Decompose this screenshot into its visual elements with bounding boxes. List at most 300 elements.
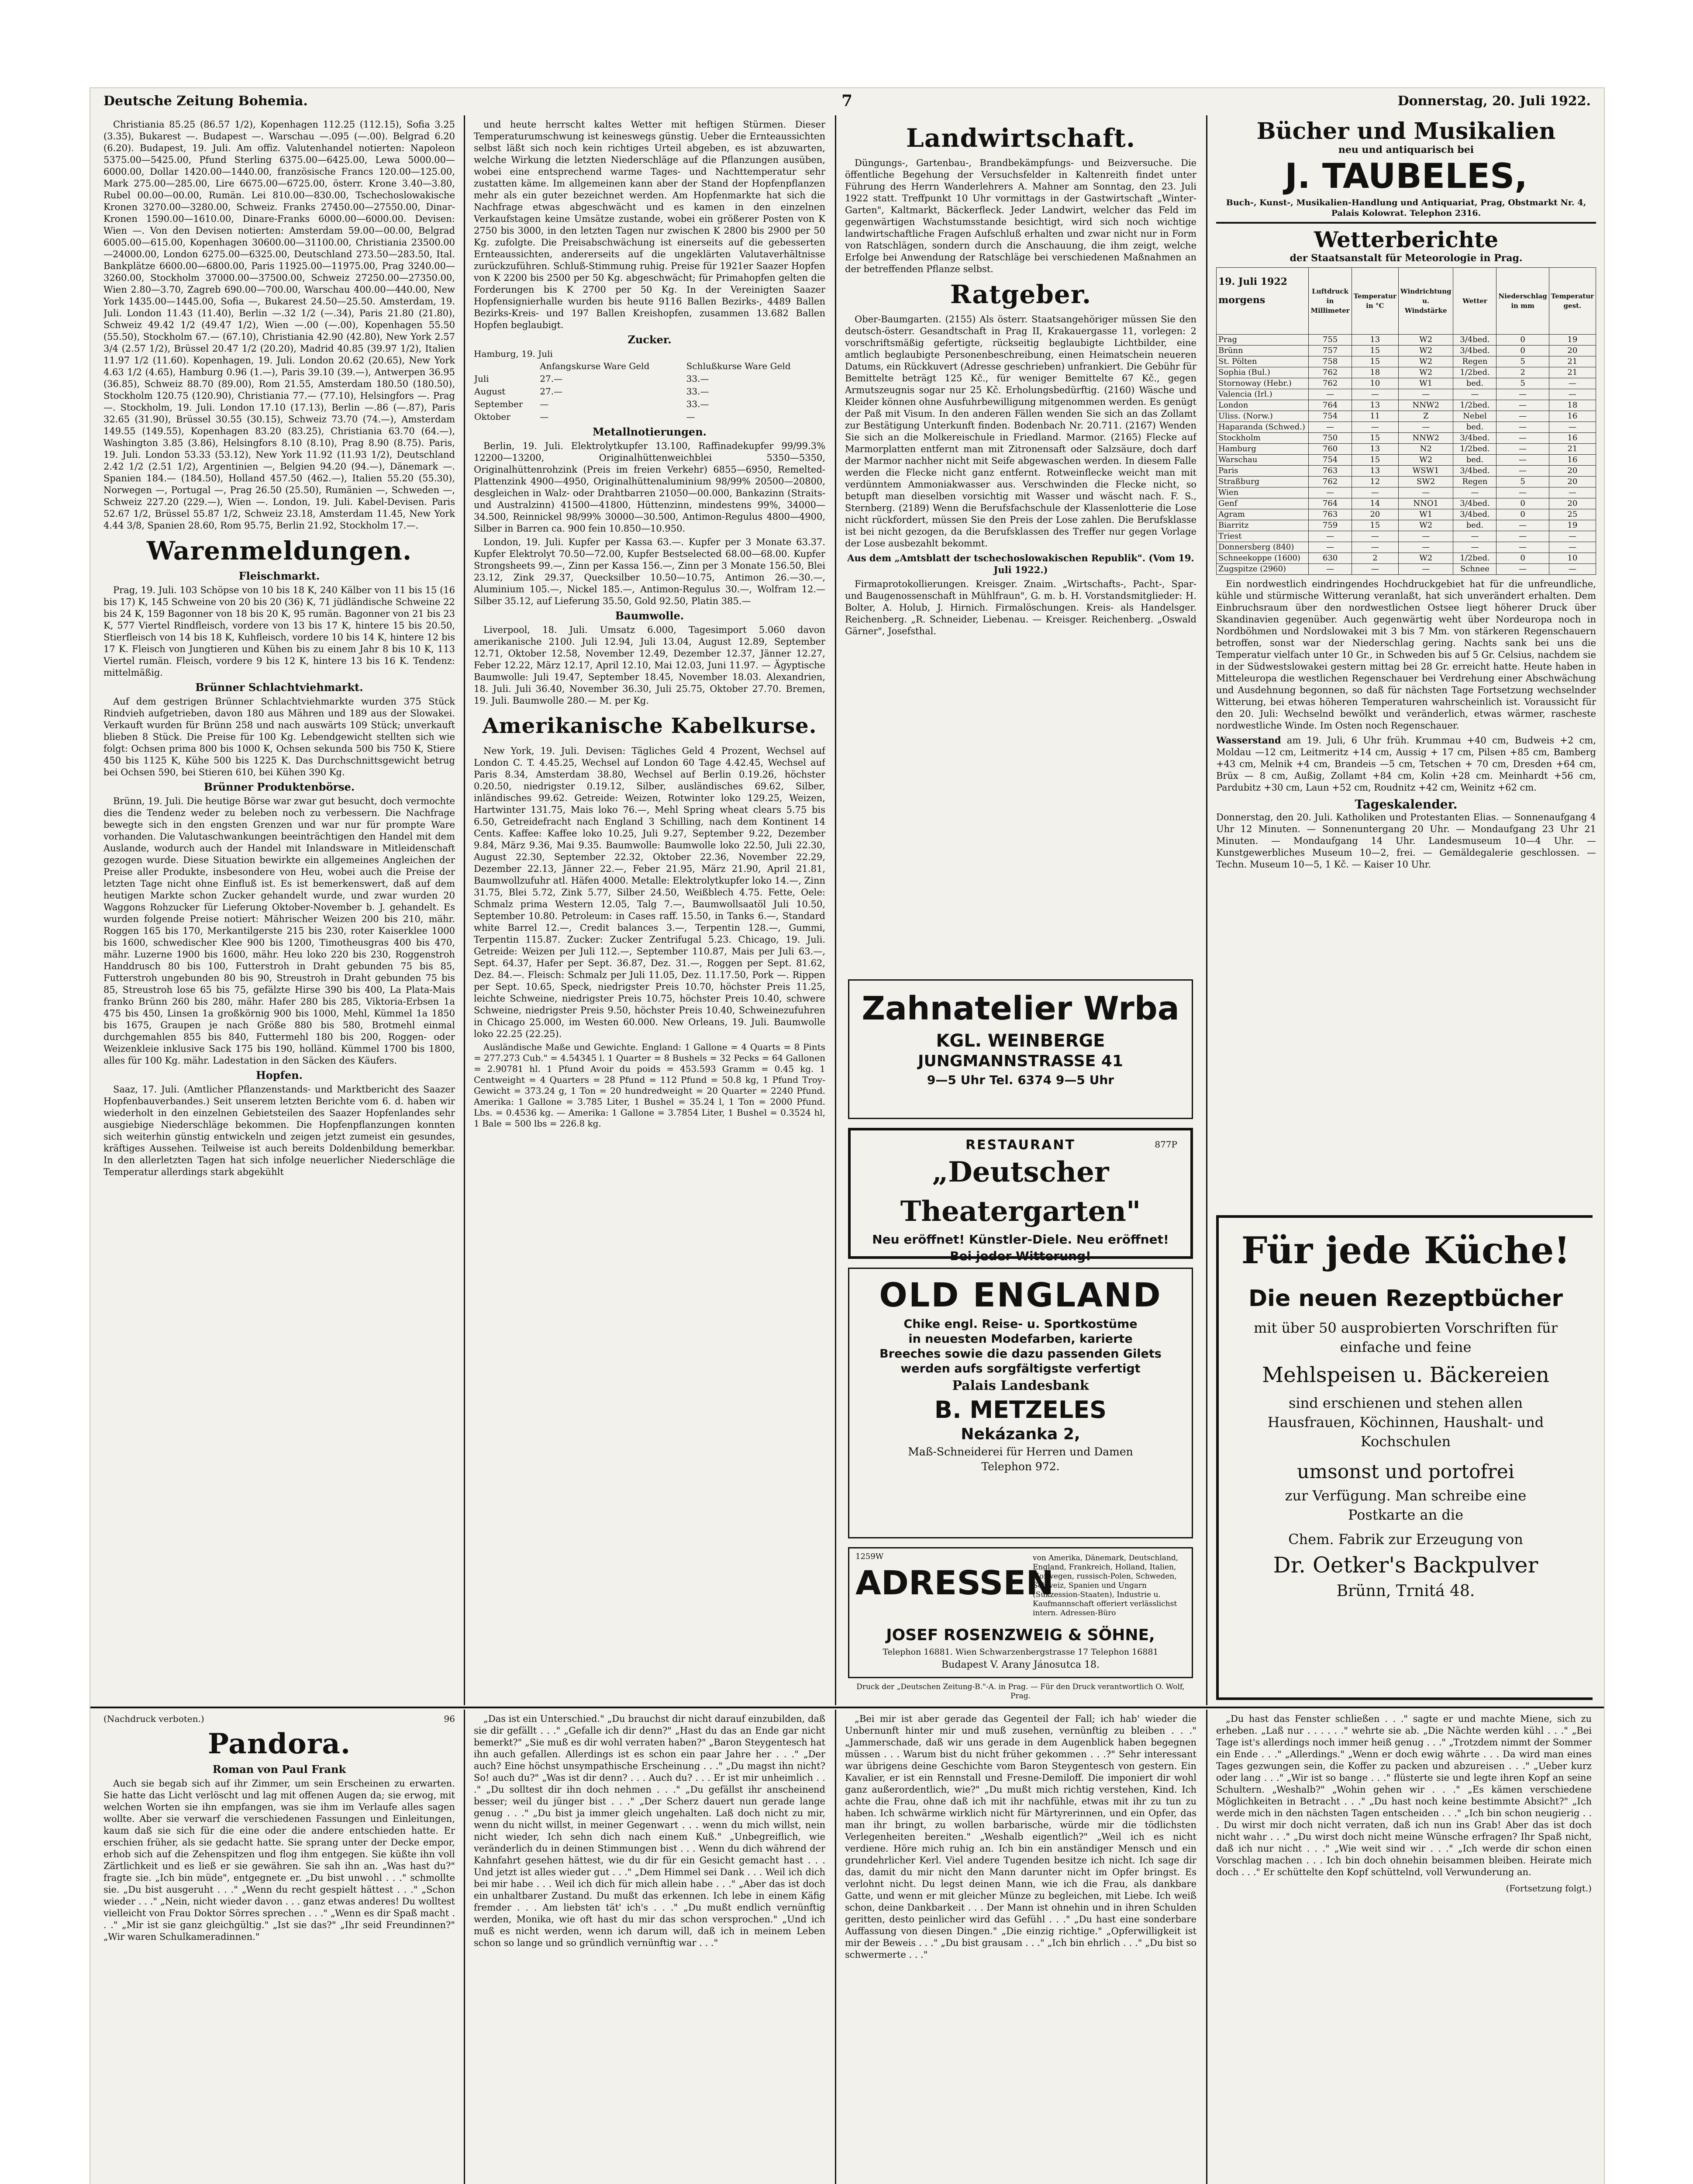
weather-cell: bed. bbox=[1453, 520, 1496, 531]
weather-station: Warschau bbox=[1217, 455, 1309, 466]
serial-col-2 bbox=[474, 1713, 825, 2184]
weather-cell: 757 bbox=[1309, 346, 1352, 356]
table-row bbox=[1217, 367, 1596, 378]
table-row bbox=[1217, 509, 1596, 520]
serial-rule-3 bbox=[1206, 1710, 1207, 2184]
weather-cell: — bbox=[1309, 389, 1352, 400]
weather-rows bbox=[1217, 335, 1596, 575]
weather-cell: 754 bbox=[1309, 455, 1352, 466]
zucker-cell: — bbox=[686, 411, 695, 422]
weather-cell: — bbox=[1549, 542, 1596, 553]
adressen-word: ADRESSEN bbox=[855, 1563, 1054, 1602]
weather-report: Ein nordwestlich eindringendes Hochdruckgebiet hat für die unfreundliche, kühle und stürmische Witterung veranlaßt, hat sich unverändert erhalten. Dem Einbruchsraum über den nordwestlichen Ostsee liegt höherer Druck über Skandinavien gegenüber. Auch gegenwärtig weht über Nordeuropa noch in Nordböhmen und Nordslowakei mit 3 bis 7 Mm. von stärkeren Regenschauern betroffen, sonst war der Niederschlag gering. Nachts sank bei uns die Temperatur vielfach unter 10 Gr., in Schweden bis auf 5 Gr. Celsius, nachdem sie in der Südwestslowakei gestern mittag bei 28 Gr. erreicht hatte. Heute haben in Mitteleuropa die westlichen Regenschauer bei Verdrehung einer Abschwächung und Ausdehnung begonnen, so daß für nächsten Tage Fortsetzung wechselnder Witterung, bei etwas höheren Temperaturen wahrscheinlich ist. Voraussicht für den 20. Juli: Wechselnd bewölkt und veränderlich, etwas wärmer, rascheste nordwestliche Winde. Im Osten noch Regenschauer. bbox=[1216, 579, 1596, 731]
amtsblatt-text: Firmaprotokollierungen. Kreisger. Znaim. „Wirtschafts-, Pacht-, Spar- und Baugenossenschaft in Mühlfraun", G. m. b. H. Vorstandsmitglieder: H. Bolter, A. Holub, J. Hirnich. Firmalöschungen. Kreis- als Handelsger. Reichenberg. „R. Schneider, Liebenau. — Kreisger. Reichenberg. „Oswald Gärner", Josefsthal. bbox=[845, 579, 1196, 636]
weather-cell: 764 bbox=[1309, 400, 1352, 411]
serial-text-2: „Das ist ein Unterschied." „Du brauchst dir nicht darauf einzubilden, daß sie dir gefällt . . ." „Gefalle ich dir denn?" „Hast du das an Ende gar nicht bemerkt?" „Sie muß es dir wohl verraten haben?" „Baron Steygentesch hat ihn auch gefallen. Allerdings ist es schon ein paar Jahre her . . ." „Der auch? Eine höchst unsympathische Erscheinung . . ." „Du magst ihn nicht? So! auch du?" „Was ist dir denn? . . . Auch du? . . . Er ist mir unheimlich . . ." „Du solltest dir ihn doch nehmen . . ." „Du gefällst ihr anscheinend besser; weil du jünger bist . . ." „Der Scherz dauert nun gerade lange genug . . ." „Du bist ja immer gleich ungehalten. Laß doch nicht zu mir, wenn du nicht willst, in meiner Gegenwart . . . wenn du mich willst, nein nicht wieder, Ich sehn dich nach einem Kuß." „Unbegreiflich, wie veränderlich du in deinen Stimmungen bist . . . Wenn du dich während der Kahnfahrt gesehen hättest, wie du dir für ein Gesicht gemacht hast . . . Und jetzt ist alles wieder gut . . ." „Dem Himmel sei Dank . . . Weil ich dich bei mir habe . . . Weil ich dich für mich allein habe . . ." „Aber das ist doch ein unhaltbarer Zustand. Du mußt das erkennen. Ich lebe in einem Käfig fremder . . . Am liebsten tät' ich's . . ." „Du mußt endlich vernünftig werden, Monika, wie oft hast du mir das schon versprochen." „Und ich muß es nicht werden, wenn ich darum will, daß ich in meinem Leben schon so lange und so gründlich vernünftig war . . ." bbox=[474, 1714, 825, 1948]
weather-cell: W2 bbox=[1398, 520, 1453, 531]
weather-head: Temperatur gest. bbox=[1549, 268, 1596, 335]
weather-cell: — bbox=[1352, 389, 1398, 400]
weather-cell: — bbox=[1496, 411, 1549, 422]
serial-author: Roman von Paul Frank bbox=[212, 1763, 346, 1776]
weather-cell: 13 bbox=[1352, 400, 1398, 411]
newspaper-page bbox=[90, 87, 1605, 2184]
weather-cell: 15 bbox=[1352, 346, 1398, 356]
weather-cell: — bbox=[1496, 531, 1549, 542]
subhead-fleischmarkt: Fleischmarkt. bbox=[238, 570, 320, 582]
serial-col-1 bbox=[103, 1713, 455, 2184]
weather-cell: 2 bbox=[1496, 367, 1549, 378]
old-england-shop: Maß-Schneiderei für Herren und Damen bbox=[908, 1445, 1133, 1458]
table-row bbox=[1217, 335, 1596, 346]
wetter-sub: der Staatsanstalt für Meteorologie in Prag. bbox=[1290, 252, 1523, 264]
subhead-schlachtvieh: Brünner Schlachtviehmarkt. bbox=[195, 681, 363, 694]
weather-cell: 3/4bed. bbox=[1453, 466, 1496, 477]
serial-rule-2 bbox=[835, 1710, 836, 2184]
weather-cell: — bbox=[1549, 378, 1596, 389]
wrba-hours: 9—5 Uhr Tel. 6374 9—5 Uhr bbox=[927, 1073, 1114, 1087]
weather-cell: — bbox=[1309, 542, 1352, 553]
adressen-vienna: Telephon 16881. Wien Schwarzenbergstrasse 17 Telephon 16881 bbox=[883, 1647, 1159, 1657]
weather-cell: — bbox=[1398, 487, 1453, 498]
weather-cell: 16 bbox=[1549, 455, 1596, 466]
weather-cell: — bbox=[1549, 422, 1596, 433]
weather-cell: W2 bbox=[1398, 356, 1453, 367]
weather-station: Uliss. (Norw.) bbox=[1217, 411, 1309, 422]
exchange-rates-text: Christiania 85.25 (86.57 1/2), Kopenhagen 112.25 (112.15), Sofia 3.25 (3.35), Bukarest —. Budapest —. Warschau —.095 (—.00). Belgrad 6.20 (6.20). Budapest, 19. Juli. Am offiz. Valutenhandel notierten: Napoleon 5375.00—5425.00, Pfund Sterling 6375.00—6425.00, Lewa 5000.00—6000.00, Dollar 1420.00—1440.00, französische Francs 120.00—125.00, Mark 275.00—285.00, Lire 6675.00—6725.00, österr. Krone 3.40—3.80, Rubel 00.00—00.00, Rumän. Lei 810.00—830.00, Tschechoslowakische Kronen 3270.00—3280.00, Schweiz. Franks 27450.00—27550.00, Dinar-Kronen 1590.00—1610.00, Dinare-Franks 6000.00—6000.00. Devisen: Wien —. Von den Devisen notierten: Amsterdam 59.00—00.00, Belgrad 6005.00—615.00, Kopenhagen 30600.00—31100.00, Christiania 23500.00—24000.00, London 6275.00—6325.00, Deutschland 273.50—283.50, Ital. Bankplätze 6600.00—6800.00, Paris 11925.00—11975.00, Prag 3240.00—3260.00, Stockholm 37000.00—37500.00, Schweiz 27250.00—27350.00, Wien 2.80—3.70, Zagreb 690.00—700.00, Warschau 400.00—440.00, New York 1435.00—1445.00, Sofia —, Bukarest 24.50—25.50. Amsterdam, 19. Juli. London 11.43 (11.40), Berlin —.32 1/2 (—.34), Paris 21.80 (21.80), Schweiz 49.42 1/2 (49.47 1/2), Wien —.00 (—.00), Kopenhagen 55.50 (55.50), Stockholm 67.— (67.10), Christiania 42.90 (42.80), New York 2.57 3/4 (2.57 1/2), Brüssel 20.47 1/2 (20.20), Madrid 40.85 (39.97 1/2), Italien 11.97 1/2 (11.60). Kopenhagen, 19. Juli. London 20.62 (20.65), New York 4.63 1/2 (4.65), Hamburg 0.96 (1.—), Paris 39.10 (39.—), Antwerpen 36.95 (36.85), Schweiz 88.70 (89.00), Rom 21.55, Amsterdam 180.50 (180.50), Stockholm 120.75 (120.90), Christiania 77.— (77.10), Helsingfors —. Prag —. Stockholm, 19. Juli. London 17.10 (17.13), Berlin —.86 (—.87), Paris 32.65 (31.90), Brüssel 30.55 (30.15), Schweiz 73.70 (74.—), Amsterdam 149.55 (149.55), Kopenhagen 83.20 (83.25), Christiania 63.70 (64.—), Washington 3.85 (3.86), Helsingfors 8.10 (8.10), Prag 8.90 (8.75). Paris, 19. Juli. London 53.33 (53.12), New York 11.92 (11.93 1/2), Deutschland 2.42 1/2 (2.51 1/2), Argentinien —, Belgien 94.20 (94.—), Dänemark —. Spanien 184.— (184.50), Holland 457.50 (462.—), Italien 55.20 (55.30), Norwegen —, Portugal —, Prag 26.50 (25.50), Rumänien —, Schweden —, Schweiz 227.20 (229.—), Wien —. London, 19. Juli. Kabel-Devisen. Paris 52.67 1/2, Brüssel 55.87 1/2, Schweiz 23.18, Amsterdam 11.45, New York 4.44 3/8, Spanien 28.60, Rom 95.75, Berlin 21.92, Stockholm 17.—. bbox=[103, 119, 455, 531]
restaurant-code: 877P bbox=[1155, 1139, 1177, 1150]
weather-cell: W2 bbox=[1398, 335, 1453, 346]
weather-cell: 18 bbox=[1352, 367, 1398, 378]
weather-cell: NNO1 bbox=[1398, 498, 1453, 509]
weather-cell: — bbox=[1496, 487, 1549, 498]
weather-cell: 18 bbox=[1549, 400, 1596, 411]
old-england-line2: in neuesten Modefarben, karierte bbox=[908, 1332, 1133, 1346]
weather-cell: 0 bbox=[1496, 346, 1549, 356]
weather-station: Schneekoppe (1600) bbox=[1217, 553, 1309, 564]
old-england-line1: Chike engl. Reise- u. Sportkostüme bbox=[903, 1317, 1138, 1331]
table-row bbox=[1217, 542, 1596, 553]
weather-station: Valencia (Irl.) bbox=[1217, 389, 1309, 400]
weather-station: Genf bbox=[1217, 498, 1309, 509]
weather-cell: 21 bbox=[1549, 356, 1596, 367]
restaurant-name: „Deutscher Theatergarten" bbox=[900, 1156, 1141, 1228]
old-england-name: B. METZELES bbox=[934, 1396, 1107, 1424]
weather-cell: — bbox=[1496, 542, 1549, 553]
table-row bbox=[474, 398, 825, 411]
weather-cell: NNW2 bbox=[1398, 433, 1453, 444]
ad-oetker bbox=[1216, 1215, 1593, 1700]
weather-cell: 5 bbox=[1496, 477, 1549, 487]
serial-text-3: „Bei mir ist aber gerade das Gegenteil der Fall; ich hab' wieder die Unbernunft hinter mir und muß zusehen, vernünftig zu bleiben . . ." „Jammerschade, daß wir uns gerade in dem Augenblick haben begegnen müssen . . . Warum bist du nicht früher gekommen . . .?" Sehr interessant war übrigens deine Geschichte vom Baron Steygentesch von gestern. Ein Kavalier, er ist ein Rennstall und Fresne-Demiloff. Die imponiert dir wohl ganz außerordentlich, wie?" „Du mußt mich richtig verstehen, Kind. Ich achte die Frau, ohne daß ich mit ihr nachfühle, etwas mit ihr zu tun zu haben. Ich schwärme wirklich nicht für Märtyrerinnen, und ein Opfer, das man ihr bringt, zu wollen barbarische, würde mir die tödlichsten Verlegenheiten bereiten." „Weshalb eigentlich?" „Weil ich es nicht verdiene. Höre mich ruhig an. Ich bin ein anständiger Mensch und ein grundehrlicher Kerl. Viel andere Tugenden besitze ich nicht. Ich sage dir das, damit du mir nicht den Mann darunter nicht im Opfer bringst. Es verlohnt nicht. Du legst deinen Mann, wie ich die Frau, als dankbare Gatte, und wenn er mit gleicher Münze zu begleichen, mit Liebe. Ich weiß schon, deine Dankbarkeit . . . Der Mann ist ohnehin und in ihren Schulden geritten, desto peinlicher wird das Gefühl . . ." „Du hast eine sonderbare Auffassung von diesen Dingen." „Die einzig richtige." „Opferwilligkeit ist mir der Beweis . . ." „Du bist grausam . . ." „Ich bin ehrlich . . ." „Du bist so schwermerte . . ." bbox=[845, 1714, 1196, 1960]
masse-gewichte-text: Ausländische Maße und Gewichte. England: 1 Gallone = 4 Quarts = 8 Pints = 277.273 Cub." = 4.54345 l. 1 Quarter = 8 Bushels = 32 Pecks = 64 Gallonen = 2.90781 hl. 1 Pfund Avoir du poids = 453.593 Gramm = 0.45 kg. 1 Centweight = 4 Quarters = 28 Pfund = 112 Pfund = 50.8 kg, 1 Pfund Troy-Gewicht = 373.24 g, 1 Ton = 20 hundredweight = 20 Quarter = 2240 Pfund. Amerika: 1 Gallone = 3.785 Liter, 1 Bushel = 35.24 l, 1 Ton = 2000 Pfund. Lbs. = 0.4536 kg. — Amerika: 1 Gallone = 3.7854 Liter, 1 Bushel = 0.3524 hl, 1 Bale = 500 lbs = 226.8 kg. bbox=[474, 1042, 825, 1129]
adressen-budapest: Budapest V. Arany Jánosutca 18. bbox=[941, 1659, 1100, 1670]
subhead-hopfen: Hopfen. bbox=[256, 1069, 303, 1082]
baumwolle-text: Liverpool, 18. Juli. Umsatz 6.000, Tagesimport 5.060 davon amerikanische 2100. Juli 12.94, Juli 13.04, August 12.89, September 12.71, Oktober 12.58, November 12.49, Dezember 12.37, Jänner 12.27, Feber 12.22, März 12.17, April 12.10, Mai 12.03, Juni 11.97. — Ägyptische Baumwolle: Juli 19.47, September 18.45, November 18.03. Alexandrien, 18. Juli. Juli 36.40, November 36.30, Juli 25.75, Oktober 27.70. Bremen, 19. Juli. Baumwolle 280.— M. per Kg. bbox=[474, 625, 825, 706]
table-row bbox=[1217, 422, 1596, 433]
weather-cell: 20 bbox=[1549, 466, 1596, 477]
weather-station: Triest bbox=[1217, 531, 1309, 542]
oetker-line6: zur Verfügung. Man schreibe eine Postkarte an die bbox=[1285, 1487, 1527, 1523]
zucker-head: Anfangskurse Ware Geld bbox=[540, 361, 650, 371]
zucker-cell: 33.— bbox=[686, 386, 709, 397]
zucker-head: Schlußkurse Ware Geld bbox=[686, 361, 791, 371]
column-rule-1 bbox=[464, 115, 465, 1705]
table-row bbox=[1217, 433, 1596, 444]
oetker-line7: Chem. Fabrik zur Erzeugung von bbox=[1288, 1531, 1523, 1548]
weather-cell: 20 bbox=[1549, 346, 1596, 356]
hopfen-text: Saaz, 17. Juli. (Amtlicher Pflanzenstands- und Marktbericht des Saazer Hopfenbauverbandes.) Seit unserem letzten Berichte vom 6. d. haben wir wiederholt in den einzelnen Gebietsteilen des Saazer Hopfenlandes sehr ausgiebige Niederschläge bekommen. Die Hopfenpflanzungen konnten sich weiterhin günstig entwickeln und zeigen jetzt zumeist ein gesundes, kräftiges Aussehen. Teilweise ist auch bereits Doldenbildung bemerkbar. In den allerletzten Tagen hat sich infolge neuerlicher Niederschläge die Temperatur allerdings stark abgekühlt bbox=[103, 1084, 455, 1177]
zucker-cell: — bbox=[540, 411, 549, 422]
weather-cell: — bbox=[1496, 564, 1549, 575]
wasserstand-text: am 19. Juli, 6 Uhr früh. Krummau +40 cm, Budweis +2 cm, Moldau —12 cm, Leitmeritz +14 cm, Aussig + 17 cm, Pilsen +85 cm, Bamberg +43 cm, Melnik +4 cm, Brandeis —5 cm, Tetschen + 70 cm, Dresden +64 cm, Brüx — 8 cm, Außig, Zollamt +84 cm, Kolin +28 cm. Meinhardt +56 cm, Pardubitz +30 cm, Laun +52 cm, Roudnitz +42 cm, Weinitz +62 cm. bbox=[1216, 735, 1596, 793]
table-row bbox=[474, 373, 825, 385]
weather-cell: — bbox=[1453, 389, 1496, 400]
weather-cell: 13 bbox=[1352, 335, 1398, 346]
weather-cell: Z bbox=[1398, 411, 1453, 422]
weather-station: Wien bbox=[1217, 487, 1309, 498]
weather-cell: 1/2bed. bbox=[1453, 553, 1496, 564]
restaurant-label: RESTAURANT bbox=[965, 1137, 1076, 1153]
serial-title: Pandora. bbox=[207, 1728, 351, 1760]
weather-cell: 750 bbox=[1309, 433, 1352, 444]
weather-cell: NNW2 bbox=[1398, 400, 1453, 411]
weather-cell: 0 bbox=[1496, 553, 1549, 564]
weather-cell: SW2 bbox=[1398, 477, 1453, 487]
weather-head: Windrichtung u. Windstärke bbox=[1398, 268, 1453, 335]
ad-adressen bbox=[848, 1547, 1193, 1678]
weather-cell: 0 bbox=[1496, 498, 1549, 509]
weather-cell: — bbox=[1398, 542, 1453, 553]
serial-divider bbox=[90, 1707, 1604, 1708]
zucker-month: September bbox=[474, 399, 523, 409]
table-row bbox=[1217, 564, 1596, 575]
weather-cell: 10 bbox=[1352, 378, 1398, 389]
weather-cell: Nebel bbox=[1453, 411, 1496, 422]
oetker-line8: Dr. Oetker's Backpulver bbox=[1273, 1552, 1538, 1578]
weather-station: Haparanda (Schwed.) bbox=[1217, 422, 1309, 433]
zucker-month: Oktober bbox=[474, 411, 510, 422]
weather-cell: 20 bbox=[1352, 509, 1398, 520]
table-row bbox=[1217, 531, 1596, 542]
weather-cell: — bbox=[1352, 564, 1398, 575]
table-row bbox=[1217, 356, 1596, 367]
weather-cell: bed. bbox=[1453, 455, 1496, 466]
weather-cell: 760 bbox=[1309, 444, 1352, 455]
wrba-title: Zahnatelier Wrba bbox=[862, 990, 1179, 1027]
weather-cell: — bbox=[1496, 455, 1549, 466]
weather-station: Agram bbox=[1217, 509, 1309, 520]
weather-cell: 10 bbox=[1549, 553, 1596, 564]
old-england-phone: Telephon 972. bbox=[981, 1460, 1060, 1473]
column-weather bbox=[1216, 119, 1596, 1704]
landwirtschaft-text: Düngungs-, Gartenbau-, Brandbekämpfungs- und Beizversuche. Die öffentliche Begehung der Versuchsfelder in Kaltenreith findet unter Führung des Herrn Wanderlehrers A. Mahner am Sonntag, den 23. Juli 1922 statt. Treffpunkt 10 Uhr vormittags in der Gastwirtschaft „Winter-Garten", Kaltmarkt, Bäckerfleck. Jeder Landwirt, welcher das Feld im gegenwärtigen Wachstumsstande besichtigt, wird sich noch wichtige landwirtschaftliche Fragen Aufschluß erhalten und zwar nicht nur in Form von Ratschlägen, sondern durch die Anschauung, die ihm zeigt, welche Erfolge bei Anwendung der Ratschläge bei verschiedenen Maßnahmen an der betreffenden Pflanze selbst. bbox=[845, 158, 1196, 274]
weather-cell: 2 bbox=[1352, 553, 1398, 564]
weather-cell: 13 bbox=[1352, 466, 1398, 477]
zucker-month: August bbox=[474, 386, 506, 397]
oetker-line3: Mehlspeisen u. Bäckereien bbox=[1262, 1363, 1549, 1387]
weather-cell: — bbox=[1496, 466, 1549, 477]
subhead-produktenboerse: Brünner Produktenbörse. bbox=[203, 781, 355, 793]
weather-cell: — bbox=[1496, 444, 1549, 455]
weather-head: Luftdruck in Millimeter bbox=[1309, 268, 1352, 335]
section-kabelkurse: Amerikanische Kabelkurse. bbox=[482, 714, 817, 738]
weather-cell: 21 bbox=[1549, 444, 1596, 455]
column-agriculture bbox=[845, 119, 1196, 988]
page-number: 7 bbox=[841, 92, 853, 110]
adressen-text: von Amerika, Dänemark, Deutschland, England, Frankreich, Holland, Italien, Norwegen, russisch-Polen, Schweden, Schweiz, Spanien und Ungarn (Sukzession-Staaten), Industrie u. Kaufmannschaft offeriert verlässlichst intern. Adressen-Büro bbox=[1033, 1554, 1179, 1617]
weather-cell: 762 bbox=[1309, 378, 1352, 389]
weather-head: Niederschlag in mm bbox=[1496, 268, 1549, 335]
weather-station: Donnersberg (840) bbox=[1217, 542, 1309, 553]
table-row bbox=[1217, 411, 1596, 422]
weather-cell: — bbox=[1496, 520, 1549, 531]
weather-cell: 20 bbox=[1549, 477, 1596, 487]
weather-station: Prag bbox=[1217, 335, 1309, 346]
masthead-left: Deutsche Zeitung Bohemia. bbox=[103, 93, 308, 109]
weather-station: Brünn bbox=[1217, 346, 1309, 356]
weather-morning: morgens bbox=[1218, 294, 1265, 306]
weather-cell: Regen bbox=[1453, 477, 1496, 487]
produktenboerse-text: Brünn, 19. Juli. Die heutige Börse war zwar gut besucht, doch vermochte dies die Tendenz weder zu beleben noch zu verbessern. Die Nachfrage bewegte sich in den engsten Grenzen und war nur für prompte Ware vorhanden. Die Valutaschwankungen beeinträchtigen den Handel mit dem Auslande, wodurch auch der Handel mit Inlandsware in Mitleidenschaft gezogen wurde. Diese Situation bewirkte ein allgemeines Angleichen der Preise aller Produkte, insbesondere von Heu, wobei auch die Preise der letzten Tage nicht ohne Einfluß ist. Es ist bemerkenswert, daß auf dem heutigen Markte schon Zucker gehandelt wurde, und zwar wurden 20 Waggons Rohzucker für Lieferung Oktober-November b. J. gehandelt. Es wurden folgende Preise notiert: Mährischer Weizen 200 bis 210, mähr. Roggen 165 bis 170, Merkantilgerste 215 bis 230, roter Kaiserklee 1000 bis 1600, schwedischer Klee 900 bis 1200, Timotheusgras 400 bis 470, mähr. Luzerne 1900 bis 1600, mähr. Heu loko 220 bis 230, Roggenstroh Handdrusch 80 bis 100, Futterstroh in Draht gebunden 75 bis 85, Futterstroh ungebunden 80 bis 90, Streustroh in Draht gebunden 75 bis 85, Streustroh lose 65 bis 75, gefälzte Hirse 390 bis 400, La Plata-Mais franko Brünn 260 bis 280, mähr. Hafer 280 bis 285, Viktoria-Erbsen 1a 475 bis 450, Linsen 1a großkörnig 900 bis 1000, Mehl, Kümmel 1a 1850 bis 1675, Graupen je nach Größe 880 bis 580, Brotmehl einmal durchgemahlen 855 bis 840, Futtermehl 180 bis 200, Roggen- oder Weizenkleie inklusive Sack 175 bis 190, holländ. Kümmel 1700 bis 1800, alles für 100 Kg. mähr. Ladestation in den Säcken des Käufers. bbox=[103, 796, 455, 1066]
table-row bbox=[1217, 466, 1596, 477]
weather-station: Hamburg bbox=[1217, 444, 1309, 455]
wasserstand bbox=[1216, 734, 1596, 794]
weather-cell: 1/2bed. bbox=[1453, 400, 1496, 411]
oetker-line5: umsonst und portofrei bbox=[1297, 1461, 1514, 1483]
subhead-metall: Metallnotierungen. bbox=[592, 425, 707, 438]
weather-cell: W2 bbox=[1398, 367, 1453, 378]
weather-cell: 755 bbox=[1309, 335, 1352, 346]
taubeles-name: J. TAUBELES, bbox=[1285, 157, 1527, 196]
section-landwirtschaft: Landwirtschaft. bbox=[906, 123, 1136, 153]
weather-cell: 19 bbox=[1549, 335, 1596, 346]
weather-cell: 1/2bed. bbox=[1453, 444, 1496, 455]
table-row bbox=[1217, 520, 1596, 531]
nachdruck-note: (Nachdruck verboten.) bbox=[103, 1714, 204, 1724]
subhead-amtsblatt: Aus dem „Amtsblatt der tschechoslowakischen Republik". (Vom 19. Juli 1922.) bbox=[847, 553, 1194, 575]
weather-head: Temperatur in °C bbox=[1352, 268, 1398, 335]
column-rule-3 bbox=[1206, 115, 1207, 1705]
zucker-cell: 27.— bbox=[540, 386, 563, 397]
table-row bbox=[1217, 498, 1596, 509]
ad-zahnatelier-wrba bbox=[848, 979, 1193, 1119]
weather-cell: — bbox=[1398, 564, 1453, 575]
weather-cell: — bbox=[1352, 531, 1398, 542]
oetker-line2: mit über 50 ausprobierten Vorschriften für einfache und feine bbox=[1253, 1320, 1558, 1355]
serial-header bbox=[103, 1713, 455, 1725]
schlachtvieh-text: Auf dem gestrigen Brünner Schlachtviehmarkte wurden 375 Stück Rindvieh aufgetrieben, davon 180 aus Mähren und 189 aus der Slowakei. Verkauft wurden für Brünn 258 und nach auswärts 109 Stück; unverkauft blieben 8 Stück. Die Preise für 100 Kg. Lebendgewicht stellten sich wie folgt: Ochsen prima 800 bis 1000 K, Ochsen sekunda 500 bis 750 K, Stiere 450 bis 1125 K, Kühe 500 bis 1225 K. Das Durchschnittsgewicht betrug bei Ochsen 590, bei Stieren 610, bei Kühen 390 Kg. bbox=[103, 696, 455, 778]
weather-station: Paris bbox=[1217, 466, 1309, 477]
weather-cell: 0 bbox=[1496, 335, 1549, 346]
table-row bbox=[1217, 389, 1596, 400]
weather-cell: W2 bbox=[1398, 455, 1453, 466]
weather-cell: bed. bbox=[1453, 378, 1496, 389]
imprint: Druck der „Deutschen Zeitung-B."-A. in Prag. — Für den Druck verantwortlich O. Wolf, Prag. bbox=[856, 1683, 1185, 1700]
restaurant-opening: Neu eröffnet! Künstler-Diele. Neu eröffnet! bbox=[872, 1232, 1169, 1247]
weather-cell: Schnee bbox=[1453, 564, 1496, 575]
metall-berlin-text: Berlin, 19. Juli. Elektrolytkupfer 13.100, Raffinadekupfer 99/99.3% 12200—13200, Originalhüttenweichblei 5350—5350, Originalhüttenrohzink (Preis im freien Verkehr) 6855—6950, Remelted-Plattenzink 4900—4950, Originalhüttenaluminium 98/99% 20500—20800, desgleichen in Walz- oder Drahtbarren 21050—00.000, Bankazinn (Straits- und Australzinn) 41500—41800, Hüttenzinn, mindestens 99%, 34000—34.500, Reinnickel 98/99% 30000—30.500, Antimon-Regulus 4800—4900, Silber in Barren ca. 900 fein 10.850—10.950. bbox=[474, 441, 825, 534]
table-row bbox=[1217, 400, 1596, 411]
wrba-address: JUNGMANNSTRASSE 41 bbox=[918, 1052, 1123, 1070]
weather-cell: — bbox=[1453, 487, 1496, 498]
weather-cell: 3/4bed. bbox=[1453, 498, 1496, 509]
weather-cell: 1/2bed. bbox=[1453, 367, 1496, 378]
restaurant-weather: Bei jeder Witterung! bbox=[950, 1249, 1091, 1263]
weather-cell: 5 bbox=[1496, 378, 1549, 389]
weather-cell: 20 bbox=[1549, 498, 1596, 509]
weather-cell: — bbox=[1549, 487, 1596, 498]
table-row bbox=[474, 385, 825, 398]
wetter-title: Wetterberichte bbox=[1314, 227, 1499, 252]
weather-cell: 3/4bed. bbox=[1453, 346, 1496, 356]
weather-cell: — bbox=[1309, 422, 1352, 433]
weather-station: Zugspitze (2960) bbox=[1217, 564, 1309, 575]
wasserstand-title: Wasserstand bbox=[1216, 735, 1281, 746]
adressen-code: 1259W bbox=[855, 1552, 884, 1561]
section-ratgeber: Ratgeber. bbox=[950, 280, 1092, 309]
serial-col-3 bbox=[845, 1713, 1196, 2184]
taubeles-title: Bücher und Musikalien bbox=[1256, 118, 1556, 145]
masthead-date: Donnerstag, 20. Juli 1922. bbox=[1397, 93, 1591, 109]
oetker-title: Für jede Küche! bbox=[1241, 1229, 1570, 1272]
weather-cell: — bbox=[1352, 487, 1398, 498]
table-row bbox=[1217, 346, 1596, 356]
serial-text-1: Auch sie begab sich auf ihr Zimmer, um sein Erscheinen zu erwarten. Sie hatte das Licht verlöscht und lag mit offenen Augen da; sie erwog, mit welchen Worten sie ihn empfangen, was sie ihm im Verlaufe alles sagen wollte. Aber sie verwarf die verschiedenen Fassungen und Einleitungen, kaum daß sie sich für die eine oder die andere entschieden hatte. Er erschien früher, als sie gedacht hatte. Sie sprang unter der Decke empor, erhob sich auf die Zehenspitzen und flog ihm entgegen. Sie küßte ihn voll Zärtlichkeit und es ließ er sie gewähren. Sie sah ihn an. „Was hast du?" fragte sie. „Ich bin müde", entgegnete er. „Du bist unwohl . . ." schmollte sie. „Du bist ausgeruht . . ." „Wenn du recht gespielt hättest . . ." „Schon wieder . . ." „Nein, nicht wieder davon . . . ganz etwas anderes! Du wolltest vielleicht von Frau Doktor Sörres sprechen . . ." „Wenn es dir Spaß macht . . ." „Mir ist sie ganz gleichgültig." „Ist sie das?" „Ihr seid Freundinnen?" „Wir waren Schulkameradinnen." bbox=[103, 1778, 455, 1942]
table-row bbox=[1217, 487, 1596, 498]
weather-date: 19. Juli 1922 bbox=[1218, 276, 1287, 287]
oetker-line9: Brünn, Trnitá 48. bbox=[1336, 1582, 1475, 1600]
ad-theatergarten bbox=[848, 1128, 1193, 1263]
old-england-street: Nekázanka 2, bbox=[961, 1425, 1080, 1443]
weather-cell: W1 bbox=[1398, 378, 1453, 389]
weather-cell: — bbox=[1549, 531, 1596, 542]
weather-cell: 11 bbox=[1352, 411, 1398, 422]
weather-cell: — bbox=[1453, 542, 1496, 553]
weather-station: Straßburg bbox=[1217, 477, 1309, 487]
weather-cell: 763 bbox=[1309, 466, 1352, 477]
tageskalender-text: Donnerstag, den 20. Juli. Katholiken und Protestanten Elias. — Sonnenaufgang 4 Uhr 12 Minuten. — Sonnenuntergang 20 Uhr. — Mondaufgang 23 Uhr 21 Minuten. — Mondaufgang 14 Uhr. Landesmuseum 10—4 Uhr. — Kunstgewerbliches Museum 10—2, frei. — Gemäldegalerie geschlossen. — Techn. Museum 10—5, 1 Kč. — Kaiser 10 Uhr. bbox=[1216, 812, 1596, 870]
serial-text-4: „Du hast das Fenster schließen . . ." sagte er und machte Miene, sich zu erheben. „Laß nur . . . . . ." wehrte sie ab. „Die Nächte werden kühl . . ." „Bei Tage ist's allerdings noch immer heiß genug . . ." „Trotzdem nimmt der Sommer ein Ende . . ." „Allerdings." „Wenn er doch ewig währte . . . Da wird man eines Tages gezwungen sein, die Koffer zu packen und abzureisen . . ." „Ueber kurz oder lang . . ." „Wir ist so bange . . ." flüsterte sie und legte ihren Kopf an seine Schultern. „Weshalb?" „Wohin gehen wir . . ." „Es kämen verschiedene Möglichkeiten in Betracht . . ." „Du hast noch keine bestimmte Absicht?" „Ich werde mich in den nächsten Tagen entscheiden . . ." „Ich bin schon neugierig . . . Du wirst mir doch nicht verraten, daß ich nun ins Grab! Aber das ist doch nicht wahr . . ." „Du wirst doch nicht meine Wünsche erfragen? Ihr Spaß nicht, daß ich nur nicht . . ." „Wie weit sind wir . . ." „Ich werde dir schon einen Vorschlag machen . . . Ich bin doch ohnehin beisammen bleiben. Heirate mich doch . . ." Er schüttelte den Kopf schüttelnd, voll Verwunderung an. bbox=[1216, 1714, 1592, 1877]
weather-cell: 25 bbox=[1549, 509, 1596, 520]
divider bbox=[1216, 222, 1596, 224]
fleischmarkt-text: Prag, 19. Juli. 103 Schöpse von 10 bis 18 K, 240 Kälber von 11 bis 15 (16 bis 17) K, 145 Schweine von 20 bis 20 (36) K, 71 jüdländische Schweine 22 bis 24 K, 159 Bagonner von 18 bis 20 K, 95 rumän. Bagonner von 21 bis 23 K, 577 Viertel Rindfleisch, vordere von 13 bis 17 K, hintere 15 bis 20.50, Stierfleisch von 14 bis 18 K, Kuhfleisch, vordere 10 bis 14 K, hintere 12 bis 17 K. Fleisch von Jungtieren und Kühen bis zu einem Jahr 8 bis 10 K, 113 Viertel rumän. Fleisch, vordere 9 bis 12 K, hintere 13 bis 16 K. Tendenz: mittelmäßig. bbox=[103, 585, 455, 678]
table-row bbox=[1217, 553, 1596, 564]
table-row bbox=[474, 411, 825, 423]
subhead-baumwolle: Baumwolle. bbox=[615, 609, 684, 622]
old-england-title: OLD ENGLAND bbox=[879, 1275, 1162, 1314]
subhead-zucker: Zucker. bbox=[628, 333, 672, 346]
wrba-district: KGL. WEINBERGE bbox=[936, 1031, 1105, 1051]
ad-old-england bbox=[848, 1268, 1193, 1538]
table-row bbox=[1217, 455, 1596, 466]
zucker-cell: 33.— bbox=[686, 373, 709, 384]
weather-cell: W2 bbox=[1398, 553, 1453, 564]
weather-cell: 3/4bed. bbox=[1453, 509, 1496, 520]
weather-head: Wetter bbox=[1453, 268, 1496, 335]
weather-cell: — bbox=[1309, 564, 1352, 575]
weather-cell: 15 bbox=[1352, 356, 1398, 367]
weather-cell: — bbox=[1549, 389, 1596, 400]
weather-cell: 3/4bed. bbox=[1453, 335, 1496, 346]
weather-cell: 758 bbox=[1309, 356, 1352, 367]
taubeles-sub: neu und antiquarisch bei bbox=[1338, 144, 1474, 156]
weather-cell: 13 bbox=[1352, 444, 1398, 455]
table-row bbox=[1217, 477, 1596, 487]
table-row bbox=[1217, 444, 1596, 455]
weather-cell: 16 bbox=[1549, 433, 1596, 444]
weather-cell: — bbox=[1352, 542, 1398, 553]
old-england-palais: Palais Landesbank bbox=[952, 1378, 1089, 1393]
weather-cell: 15 bbox=[1352, 455, 1398, 466]
hopfen-continued-text: und heute herrscht kaltes Wetter mit heftigen Stürmen. Dieser Temperaturumschwung ist keineswegs günstig. Ueber die Ernteaussichten selbst läßt sich noch kein richtiges Urteil abgeben, es ist abzuwarten, welche Wirkung die letzten Niederschläge auf die Pflanzungen ausüben, wobei eine entsprechend warme Tages- und Nachttemperatur sehr zustatten käme. Im allgemeinen kann aber der Stand der Hopfenpflanzen mehr als ein guter bezeichnet werden. Am Hopfenmarkte hat sich die Nachfrage etwas abgeschwächt und es kamen in den einzelnen Verkaufstagen keine Umsätze zustande, wobei ein größerer Posten von K 2750 bis 3000, in den letzten Tagen nur zwischen K 2800 bis 2900 per 50 Kg. zufolgte. Die Preisabschwächung ist einerseits auf die gebesserten Ernteaussichten, andererseits auf die ungeklärten Valutaverhältnisse zurückzuführen. Schluß-Stimmung ruhig. Preise für 1921er Saazer Hopfen von K 2200 bis 2500 per 50 Kg. abgeschwächt; für Primahopfen gelten die Forderungen bis K 2700 per 50 Kg. In der Vereinigten Saazer Hopfensignierhalle wurden bis heute 9116 Ballen Bezirks-, 4489 Ballen Bezirks-Kreis- und 197 Ballen Kreishopfen, zusammen 13.682 Ballen Hopfen beglaubigt. bbox=[474, 119, 825, 330]
taubeles-address: Buch-, Kunst-, Musikalien-Handlung und Antiquariat, Prag, Obstmarkt Nr. 4, Palais Kolowrat. Telephon 2316. bbox=[1226, 198, 1586, 218]
weather-cell: — bbox=[1496, 389, 1549, 400]
kabelkurse-text: New York, 19. Juli. Devisen: Tägliches Geld 4 Prozent, Wechsel auf London C. T. 4.45.25, Wechsel auf London 60 Tage 4.42.45, Wechsel auf Paris 8.34, Amsterdam 38.80, Wechsel auf Berlin 0.19.26, höchster 0.20.50, niedrigster 0.19.12, Silber, ausländisches 69.62, Silber, inländisches 99.62. Getreide: Weizen, Rotwinter loko 129.25, Weizen, Hartwinter 131.75, Mais loko 76.—, Mehl Spring wheat clears 5.75 bis 6.50, Getreidefracht nach England 3 Schilling, nach dem Kontinent 14 Cents. Kaffee: Kaffee loko 10.25, Juli 9.27, September 9.22, Dezember 9.84, März 9.36, Mai 9.35. Baumwolle: Baumwolle loko 22.50, Juli 22.30, August 22.30, September 22.32, Oktober 22.36, November 22.29, Dezember 22.13, Jänner 22.—, Feber 21.95, März 21.90, April 21.81, Baumwollzufuhr atl. Häfen 4000. Metalle: Elektrolytkupfer loko 14.—, Zinn 31.75, Blei 5.72, Zink 5.77, Silber 24.50, Weißblech 4.75. Fette, Oele: Schmalz prima Western 12.05, Talg 7.—, Baumwollsaatöl Juli 10.50, September 10.80. Petroleum: in Cases raff. 15.50, in Tanks 6.—, Standard white Barrel 12.—, Credit balances 3.—, Terpentin 128.—, Gummi, Terpentin 115.87. Zucker: Zucker Zentrifugal 5.23. Chicago, 19. Juli. Getreide: Weizen per Juli 112.—, September 110.87, Mais per Juli 63.—, Sept. 64.37, Hafer per Sept. 36.87, Dez. 31.—, Roggen per Sept. 81.62, Dez. 84.—. Fleisch: Schmalz per Juli 11.05, Dez. 11.17.50, Pork —. Rippen per Sept. 10.65, Speck, niedrigster Preis 10.70, höchster Preis 11.25, leichte Schweine, niedrigster Preis 10.75, höchster Preis 10.40, schwere Schweine, niedrigster Preis 9.50, höchster Preis 10.40, Schweinezufuhren in Chicago 25.000, im Westen 60.000. New Orleans, 19. Juli. Baumwolle loko 22.25 (22.25). bbox=[474, 746, 825, 1039]
table-row bbox=[1217, 378, 1596, 389]
weather-cell: — bbox=[1398, 531, 1453, 542]
column-markets bbox=[103, 119, 455, 1700]
weather-cell: Regen bbox=[1453, 356, 1496, 367]
weather-cell: 764 bbox=[1309, 498, 1352, 509]
section-warenmeldungen: Warenmeldungen. bbox=[146, 536, 412, 566]
ratgeber-text: Ober-Baumgarten. (2155) Als österr. Staatsangehöriger müssen Sie den deutsch-österr. Gesandtschaft in Prag II, Krakauergasse 11, vorlegen: 2 vorschriftsmäßig gefertigte, rückseitig beglaubigte Lichtbilder, eine amtlich beglaubigte Personenbeschreibung, einen Heimatschein neueren Datums, ein Rückkuvert (Adresse geschrieben) unfrankiert. Die Gebühr für Bemittelte beträgt 125 Kč., für weniger Bemittelte 67 Kč., gegen Armutszeugnis sogar nur 25 Kč. Erholungsbedürftig. (2160) Wäsche und Kleider können ohne Ausfuhrbewilligung mitgenommen werden. Es genügt der Paß mit Visum. In den anderen Fällen wenden Sie sich an das Zollamt zur Bestätigung Unterkunft finden. Bodenbach Nr. 20.711. (2167) Wenden Sie sich an die Molkereischule in Friedland. Marmor. (2165) Flecke auf Marmorplatten entfernt man mit Zitronensaft oder Salzsäure, doch darf der Marmor nachher nicht mit Seife abgewaschen werden. In diesem Falle werden die Flecke nicht ganz entfernt. Rotweinflecke weicht man mit verdünntem Ammoniakwasser aus. Verschwinden die Flecke nicht, so betupft man dieselben vorsichtig mit Wasser und wäscht nach. F. S., Sternberg. (2189) Wenn die Berufsfachschule der Klassenlotterie die Lose nicht rückfordert, müssen Sie den Preis der Lose zahlen. Die Berufsklasse ist bei nicht gezogen, da die Berufsklassen des Treffer nur gegen Vorlage der Lose ausbezahlt bekommt. bbox=[845, 314, 1196, 549]
weather-cell: 16 bbox=[1549, 411, 1596, 422]
weather-cell: 762 bbox=[1309, 477, 1352, 487]
column-commodities bbox=[474, 119, 825, 1700]
weather-cell: — bbox=[1309, 487, 1352, 498]
zucker-cell: 33.— bbox=[686, 399, 709, 409]
weather-station: Sophia (Bul.) bbox=[1217, 367, 1309, 378]
weather-cell: 762 bbox=[1309, 367, 1352, 378]
weather-cell: W2 bbox=[1398, 346, 1453, 356]
zucker-cell: 27.— bbox=[540, 373, 563, 384]
oetker-line4: sind erschienen und stehen allen Hausfrauen, Köchinnen, Haushalt- und Kochschulen bbox=[1267, 1395, 1544, 1450]
weather-cell: 5 bbox=[1496, 356, 1549, 367]
tageskalender-title: Tageskalender. bbox=[1355, 797, 1458, 812]
weather-station: Biarritz bbox=[1217, 520, 1309, 531]
zucker-place: Hamburg, 19. Juli bbox=[474, 349, 553, 359]
weather-cell: — bbox=[1496, 400, 1549, 411]
weather-cell: 754 bbox=[1309, 411, 1352, 422]
weather-cell: WSW1 bbox=[1398, 466, 1453, 477]
weather-cell: 15 bbox=[1352, 433, 1398, 444]
weather-cell: N2 bbox=[1398, 444, 1453, 455]
serial-col-4 bbox=[1216, 1713, 1592, 2184]
oetker-line1: Die neuen Rezeptbücher bbox=[1248, 1286, 1563, 1312]
weather-cell: — bbox=[1496, 422, 1549, 433]
weather-cell: 14 bbox=[1352, 498, 1398, 509]
zucker-month: Juli bbox=[474, 373, 489, 384]
weather-station: Stockholm bbox=[1217, 433, 1309, 444]
weather-cell: bed. bbox=[1453, 422, 1496, 433]
serial-rule-1 bbox=[464, 1710, 465, 2184]
column-rule-2 bbox=[835, 115, 836, 1705]
weather-cell: 19 bbox=[1549, 520, 1596, 531]
weather-cell: — bbox=[1496, 433, 1549, 444]
weather-cell: — bbox=[1309, 531, 1352, 542]
weather-cell: 630 bbox=[1309, 553, 1352, 564]
weather-cell: 15 bbox=[1352, 520, 1398, 531]
weather-cell: — bbox=[1453, 531, 1496, 542]
adressen-firm: JOSEF ROSENZWEIG & SÖHNE, bbox=[886, 1626, 1155, 1644]
weather-cell: — bbox=[1352, 422, 1398, 433]
weather-cell: 759 bbox=[1309, 520, 1352, 531]
zucker-table bbox=[474, 360, 825, 423]
zucker-head bbox=[474, 360, 539, 373]
weather-cell: 3/4bed. bbox=[1453, 433, 1496, 444]
weather-cell: 0 bbox=[1496, 509, 1549, 520]
fortsetzung-note: (Fortsetzung folgt.) bbox=[1506, 1883, 1592, 1894]
